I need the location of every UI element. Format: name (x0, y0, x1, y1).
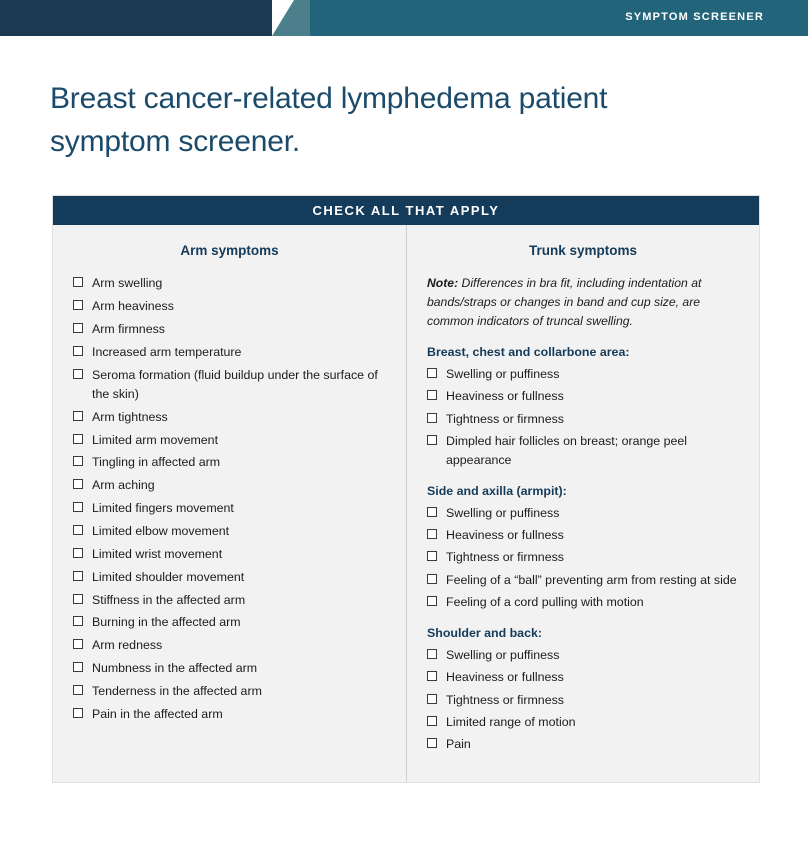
list-item[interactable] (427, 504, 739, 523)
banner-label: SYMPTOM SCREENER (625, 11, 764, 23)
note-label: Note: (427, 276, 459, 291)
checkbox-icon[interactable] (73, 708, 83, 718)
list-item[interactable] (73, 591, 386, 610)
list-item[interactable] (73, 545, 386, 564)
note-text: Differences in bra fit, including indentation at bands/straps or changes in band and cup size, are common indicators of truncal swelling. (427, 276, 702, 328)
list-item-label: Dimpled hair follicles on breast; orange peel appearance (446, 433, 688, 467)
group-list (427, 365, 739, 470)
list-item-label: Stiffness in the affected arm (92, 592, 246, 607)
checkbox-icon[interactable] (427, 738, 437, 748)
list-item-label: Heaviness or fullness (446, 527, 564, 542)
list-item[interactable] (73, 659, 386, 678)
list-item-label: Numbness in the affected arm (92, 661, 258, 676)
page-title: Breast cancer-related lymphedema patient symptom screener. (50, 82, 608, 158)
banner-dark-block (0, 0, 272, 36)
list-item-label: Limited shoulder movement (92, 569, 245, 584)
list-item-label: Limited wrist movement (92, 546, 223, 561)
list-item[interactable] (427, 387, 739, 406)
list-item-label: Arm firmness (92, 321, 165, 336)
group-list (427, 504, 739, 612)
arm-symptoms-list (73, 274, 386, 724)
list-item-label: Limited range of motion (446, 714, 576, 729)
checkbox-icon[interactable] (73, 346, 83, 356)
list-item-label: Feeling of a “ball” preventing arm from resting at side (446, 572, 737, 587)
list-item[interactable] (427, 593, 739, 612)
group-heading: Breast, chest and collarbone area: (427, 344, 630, 359)
checkbox-icon[interactable] (427, 671, 437, 681)
list-item[interactable] (73, 568, 386, 587)
trunk-symptoms-title: Trunk symptoms (528, 243, 638, 259)
list-item[interactable] (73, 343, 386, 362)
list-item-label: Heaviness or fullness (446, 389, 564, 404)
list-item[interactable] (427, 365, 739, 384)
symptom-checklist-card (52, 195, 760, 782)
list-item-label: Tenderness in the affected arm (92, 683, 262, 698)
list-item[interactable] (73, 320, 386, 339)
list-item-label: Swelling or puffiness (446, 647, 560, 662)
checkbox-icon[interactable] (427, 368, 437, 378)
list-item-label: Tightness or firmness (446, 411, 564, 426)
checkbox-icon[interactable] (427, 507, 437, 517)
checkbox-icon[interactable] (73, 369, 83, 379)
list-item[interactable] (73, 522, 386, 541)
list-item[interactable] (427, 713, 739, 732)
list-item[interactable] (427, 735, 739, 754)
list-item-label: Pain in the affected arm (92, 706, 223, 721)
checkbox-icon[interactable] (73, 571, 83, 581)
checkbox-icon[interactable] (427, 529, 437, 539)
group-shoulder-back (427, 626, 739, 754)
checkbox-icon[interactable] (73, 685, 83, 695)
list-item[interactable] (73, 366, 386, 405)
list-item-label: Arm redness (92, 638, 163, 653)
list-item[interactable] (73, 453, 386, 472)
checkbox-icon[interactable] (427, 551, 437, 561)
list-item[interactable] (427, 548, 739, 567)
list-item-label: Tightness or firmness (446, 550, 564, 565)
checkbox-icon[interactable] (427, 649, 437, 659)
checkbox-icon[interactable] (73, 662, 83, 672)
list-item[interactable] (73, 274, 386, 293)
checkbox-icon[interactable] (73, 456, 83, 466)
list-item[interactable] (73, 636, 386, 655)
checkbox-icon[interactable] (73, 548, 83, 558)
group-side-axilla (427, 484, 739, 612)
list-item[interactable] (427, 526, 739, 545)
arm-symptoms-column (53, 225, 407, 781)
list-item-label: Tingling in affected arm (92, 455, 221, 470)
checkbox-icon[interactable] (73, 434, 83, 444)
list-item-label: Increased arm temperature (92, 344, 242, 359)
group-list (427, 646, 739, 754)
list-item-label: Arm aching (92, 478, 155, 493)
list-item-label: Limited fingers movement (92, 501, 234, 516)
list-item[interactable] (427, 646, 739, 665)
trunk-note (427, 274, 739, 331)
checkbox-icon[interactable] (427, 390, 437, 400)
group-heading: Side and axilla (armpit): (427, 483, 567, 498)
checkbox-icon[interactable] (427, 716, 437, 726)
list-item-label: Arm heaviness (92, 299, 174, 314)
checkbox-icon[interactable] (73, 277, 83, 287)
checkbox-icon[interactable] (73, 411, 83, 421)
card-header: CHECK ALL THAT APPLY (53, 196, 759, 225)
checkbox-icon[interactable] (427, 574, 437, 584)
list-item-label: Arm tightness (92, 409, 168, 424)
top-banner (0, 0, 808, 36)
list-item-label: Limited arm movement (92, 432, 219, 447)
list-item[interactable] (73, 705, 386, 724)
list-item-label: Tightness or firmness (446, 692, 564, 707)
list-item-label: Burning in the affected arm (92, 615, 241, 630)
trunk-symptoms-column (407, 225, 759, 781)
list-item[interactable] (73, 297, 386, 316)
list-item-label: Arm swelling (92, 276, 163, 291)
list-item-label: Swelling or puffiness (446, 505, 560, 520)
list-item[interactable] (73, 613, 386, 632)
checkbox-icon[interactable] (73, 594, 83, 604)
list-item-label: Heaviness or fullness (446, 670, 564, 685)
list-item-label: Seroma formation (fluid buildup under the surface of the skin) (92, 367, 378, 401)
list-item[interactable] (427, 410, 739, 429)
checkbox-icon[interactable] (427, 694, 437, 704)
group-breast-chest-collarbone (427, 345, 739, 470)
list-item[interactable] (73, 431, 386, 450)
list-item[interactable] (427, 432, 739, 470)
checkbox-icon[interactable] (73, 323, 83, 333)
checkbox-icon[interactable] (73, 616, 83, 626)
list-item[interactable] (427, 691, 739, 710)
checkbox-icon[interactable] (427, 435, 437, 445)
checklist-columns (53, 225, 759, 781)
list-item[interactable] (73, 682, 386, 701)
checkbox-icon[interactable] (73, 639, 83, 649)
list-item[interactable] (427, 571, 739, 590)
checkbox-icon[interactable] (73, 479, 83, 489)
list-item[interactable] (73, 499, 386, 518)
list-item-label: Limited elbow movement (92, 523, 230, 538)
checkbox-icon[interactable] (427, 596, 437, 606)
arm-symptoms-title: Arm symptoms (180, 243, 279, 259)
checkbox-icon[interactable] (73, 300, 83, 310)
list-item-label: Feeling of a cord pulling with motion (446, 595, 644, 609)
list-item-label: Pain (446, 737, 471, 752)
checkbox-icon[interactable] (73, 525, 83, 535)
list-item[interactable] (73, 476, 386, 495)
list-item[interactable] (427, 668, 739, 687)
checkbox-icon[interactable] (427, 413, 437, 423)
list-item[interactable] (73, 408, 386, 427)
checkbox-icon[interactable] (73, 502, 83, 512)
list-item-label: Swelling or puffiness (446, 366, 560, 381)
group-heading: Shoulder and back: (427, 625, 542, 640)
